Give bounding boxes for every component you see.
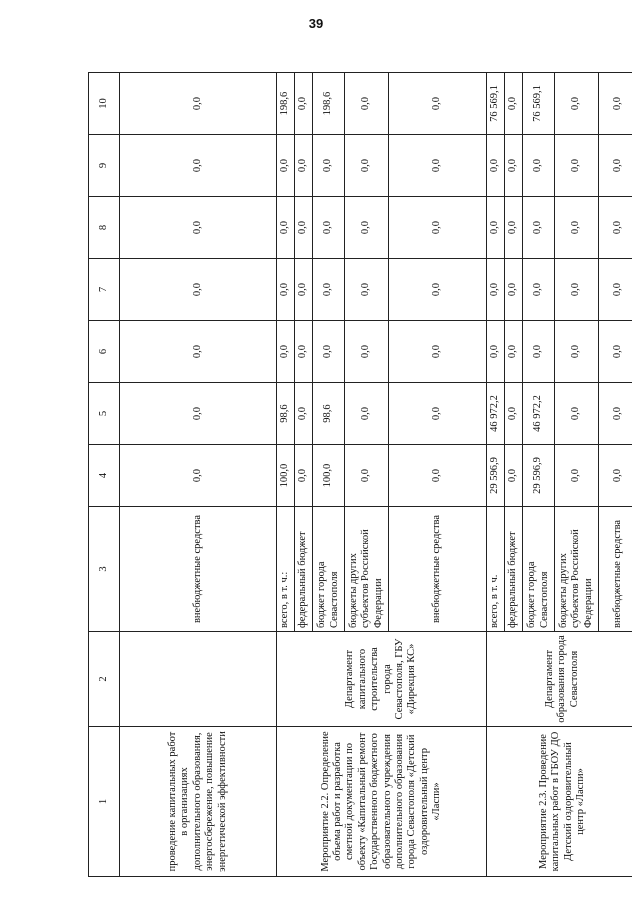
header-cell: 10 [89,73,120,135]
value-cell: 0,0 [313,135,345,197]
value-cell: 0,0 [295,321,313,383]
value-cell: 46 972,2 [487,383,505,445]
value-cell: 0,0 [120,197,277,259]
value-cell: 0,0 [345,135,389,197]
value-cell: 0,0 [599,383,632,445]
value-cell: 98,6 [313,383,345,445]
value-cell: 0,0 [505,73,523,135]
value-cell: 0,0 [120,73,277,135]
value-cell: 0,0 [345,321,389,383]
header-cell: 9 [89,135,120,197]
value-cell: 0,0 [599,135,632,197]
value-cell: 0,0 [345,259,389,321]
value-cell: 0,0 [555,259,599,321]
value-cell: 46 972,2 [523,383,555,445]
header-cell: 5 [89,383,120,445]
table-row [487,73,505,877]
value-cell: 0,0 [599,259,632,321]
value-cell: 0,0 [120,445,277,507]
header-cell: 8 [89,197,120,259]
value-cell: 0,0 [599,73,632,135]
event-cell: Мероприятие 2.3. Проведение капитальных работ в ГБОУ ДО Детский оздоровительный центр «Ласпи» [487,727,632,877]
value-cell: 0,0 [389,197,487,259]
value-cell: 0,0 [487,259,505,321]
value-cell: 0,0 [295,135,313,197]
value-cell: 0,0 [389,135,487,197]
executor-cell: Департамент капитального строительства города Севастополя, ГБУ «Дирекция КС» [277,632,487,727]
value-cell: 0,0 [505,445,523,507]
value-cell: 0,0 [523,259,555,321]
source-cell: всего, в т. ч. [487,507,505,632]
value-cell: 100,0 [313,445,345,507]
value-cell: 0,0 [345,197,389,259]
value-cell: 29 596,9 [487,445,505,507]
value-cell: 0,0 [555,321,599,383]
value-cell: 0,0 [505,259,523,321]
value-cell: 0,0 [505,135,523,197]
source-cell: внебюджетные средства [120,507,277,632]
source-cell: внебюджетные средства [389,507,487,632]
value-cell: 0,0 [599,321,632,383]
value-cell: 198,6 [277,73,295,135]
header-cell: 7 [89,259,120,321]
header-cell: 4 [89,445,120,507]
value-cell: 0,0 [555,383,599,445]
value-cell: 0,0 [389,445,487,507]
value-cell: 0,0 [120,383,277,445]
source-cell: внебюджетные средства [599,507,632,632]
source-cell: всего, в т. ч.: [277,507,295,632]
table-row [277,73,295,877]
header-cell: 2 [89,632,120,727]
value-cell: 0,0 [523,321,555,383]
table-row [120,73,277,877]
executor-cell [120,632,277,727]
value-cell: 100,0 [277,445,295,507]
value-cell: 0,0 [120,135,277,197]
value-cell: 0,0 [295,445,313,507]
value-cell: 0,0 [505,197,523,259]
value-cell: 0,0 [555,445,599,507]
executor-cell: Департамент образования города Севастополя [487,632,632,727]
value-cell: 0,0 [277,197,295,259]
page-number: 39 [308,16,324,31]
value-cell: 0,0 [599,197,632,259]
value-cell: 0,0 [487,197,505,259]
value-cell: 0,0 [505,383,523,445]
value-cell: 76 569,1 [487,73,505,135]
value-cell: 0,0 [277,259,295,321]
value-cell: 0,0 [523,135,555,197]
value-cell: 0,0 [313,197,345,259]
value-cell: 0,0 [277,321,295,383]
source-cell: федеральный бюджет [505,507,523,632]
header-cell: 6 [89,321,120,383]
header-row [89,73,120,877]
value-cell: 0,0 [505,321,523,383]
value-cell: 0,0 [345,73,389,135]
event-cell: проведение капитальных работ в организациях дополнительного образования, энергосбережение, повышение энергетической эффективности [120,727,277,877]
value-cell: 0,0 [345,445,389,507]
value-cell: 0,0 [313,259,345,321]
value-cell: 0,0 [295,259,313,321]
value-cell: 0,0 [523,197,555,259]
value-cell: 0,0 [555,197,599,259]
header-cell: 1 [89,727,120,877]
value-cell: 198,6 [313,73,345,135]
value-cell: 0,0 [345,383,389,445]
source-cell: бюджет города Севастополя [313,507,345,632]
value-cell: 0,0 [295,383,313,445]
value-cell: 0,0 [389,383,487,445]
value-cell: 0,0 [555,73,599,135]
header-cell: 3 [89,507,120,632]
source-cell: федеральный бюджет [295,507,313,632]
source-cell: бюджеты других субъектов Российской Федерации [555,507,599,632]
value-cell: 0,0 [599,445,632,507]
budget-table [88,72,632,877]
value-cell: 0,0 [389,73,487,135]
value-cell: 0,0 [389,321,487,383]
value-cell: 98,6 [277,383,295,445]
value-cell: 0,0 [487,135,505,197]
value-cell: 0,0 [295,197,313,259]
value-cell: 0,0 [555,135,599,197]
value-cell: 0,0 [120,321,277,383]
value-cell: 0,0 [120,259,277,321]
value-cell: 29 596,9 [523,445,555,507]
value-cell: 76 569,1 [523,73,555,135]
value-cell: 0,0 [295,73,313,135]
value-cell: 0,0 [487,321,505,383]
value-cell: 0,0 [389,259,487,321]
value-cell: 0,0 [277,135,295,197]
source-cell: бюджеты других субъектов Российской Федерации [345,507,389,632]
event-cell: Мероприятие 2.2. Определение объема работ и разработка сметной документации по объекту «Капитальный ремонт Государственного бюджетного образовательного учреждения дополнительного образования города Севастополя «Детский оздоровительный центр «Ласпи» [277,727,487,877]
source-cell: бюджет города Севастополя [523,507,555,632]
rotated-table-sheet [88,73,624,877]
value-cell: 0,0 [313,321,345,383]
